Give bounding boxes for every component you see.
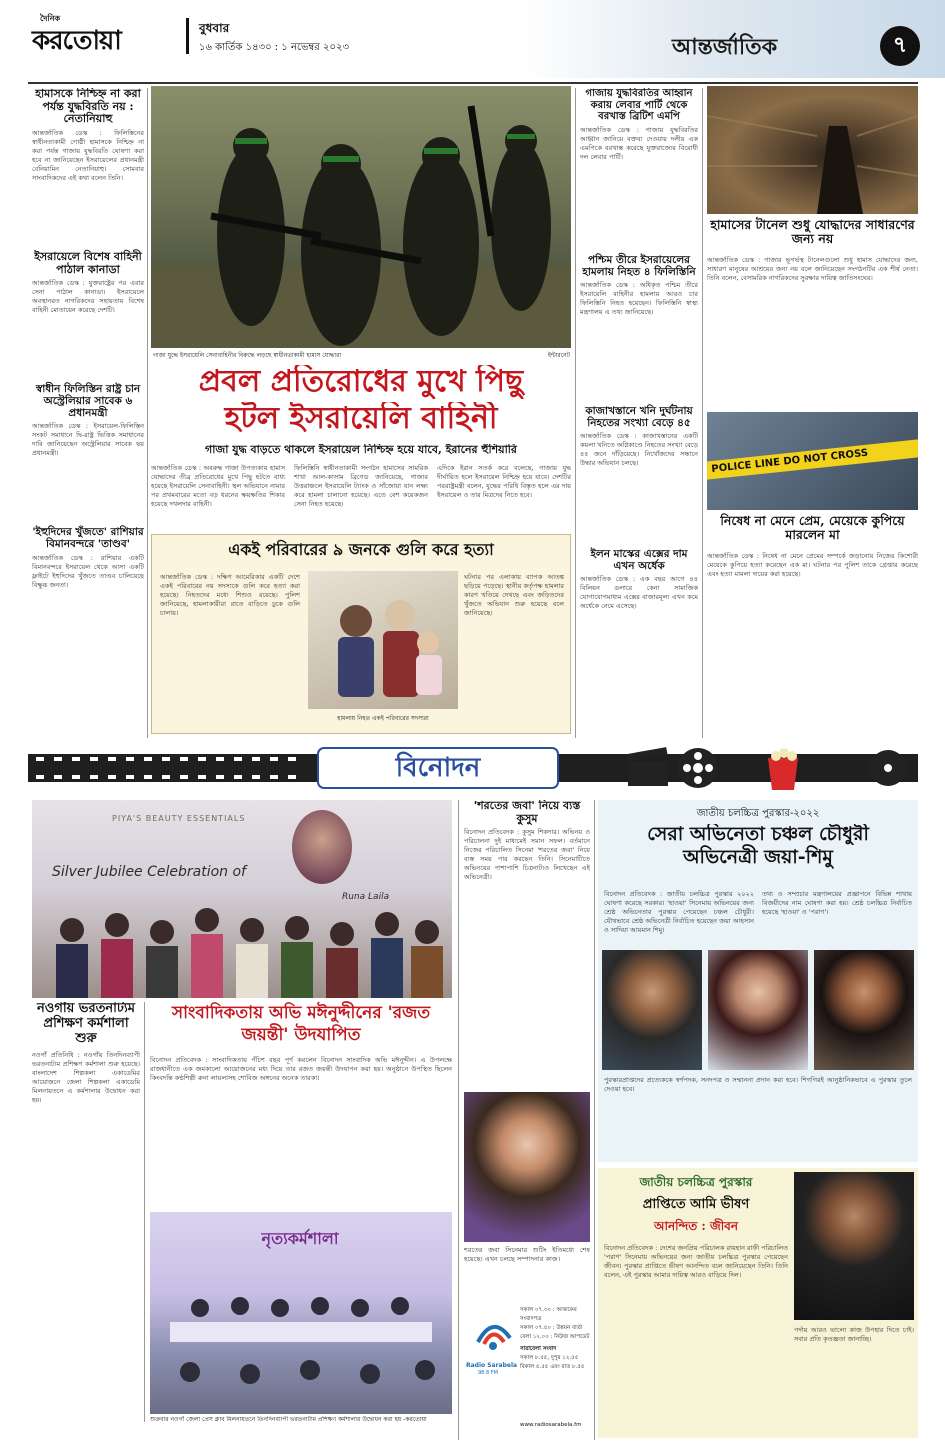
radio-url: www.radiosarabela.fm [520, 1422, 582, 1428]
police-tape-text: POLICE LINE DO NOT CROSS [710, 447, 869, 476]
event-banner-sub: Silver Jubilee Celebration of [52, 864, 246, 880]
tunnel-title: হামাসের টানেল শুধু যোদ্ধাদের সাধারণের জন্য নয় [710, 217, 915, 247]
left-article-2-title: ইসরায়েলে বিশেষ বাহিনী পাঠাল কানাডা [34, 249, 142, 276]
radio-sched-1: সকাল ০৭.৩০ : আজকের সংবাদপত্র [520, 1307, 577, 1322]
masthead-divider [186, 18, 189, 54]
left-column [32, 88, 144, 738]
jubilee-body: বিনোদন প্রতিবেদক : সাংবাদিকতায় পঁচিশ বছর পূর্ণ করলেন বিনোদন সাংবাদিক অভি মঈনুদ্দীন। এ উপলক্ষে রাজধানীতে এক জমকালো আয়োজনের মধ্য দিয়ে তার রজত জয়ন্তী উদযাপন করা হয়। অনুষ্ঠানে উপস্থিত ছিলেন কিংবদন্তি কণ্ঠশিল্পী রুনা লায়লাসহ শোবিজ অঙ্গনের অনেক তারকা। [150, 1056, 452, 1082]
clapperboard-icon [627, 747, 668, 786]
radio-sched-4: সারাবেলা সংবাদ [520, 1346, 557, 1352]
binodon-label: বিনোদন [395, 753, 481, 783]
lead-photo [151, 86, 571, 348]
left-article-3-body: আন্তর্জাতিক ডেস্ক : ইসরায়েল-ফিলিস্তিন সংকট সমাধানে দ্বি-রাষ্ট্র ভিত্তিক সমাধানের দাবি জানিয়েছেন অস্ট্রেলিয়ার সাবেক ছয় প্রধানমন্ত্রী। [32, 422, 144, 458]
family-illustration [308, 571, 458, 709]
radio-logo-icon [468, 1308, 518, 1358]
lead-body-col-2: ফিলিস্তিনি স্বাধীনতাকামী সংগঠন হামাসের সামরিক শাখা আল-কাসাম ব্রিগেড জানিয়েছে, গাজার উত্তরাঞ্চলে ইসরায়েলি ট্যাংক ও সাঁজোয়া যান লক্ষ্য করে হামলা চালানো হয়েছে। এতে বেশ কয়েকজন সেনা নিহত হয়েছে। [294, 464, 428, 508]
col-rule-2 [575, 88, 576, 738]
mid-article-4-title: ইলন মাস্কের এক্সের দাম এখন অর্ধেক [590, 547, 688, 572]
naogaon-title: নওগাঁয় ভরতনাট্যম প্রশিক্ষণ কর্মশালা শুরু [37, 1002, 135, 1046]
mid-article-4-body: আন্তর্জাতিক ডেস্ক : এক বছর আগে ৪৪ বিলিয়ন ডলারে কেনা সামাজিক যোগাযোগমাধ্যম এক্সের বাজারমূল্য এখন কমে অর্ধেকে নেমে এসেছে। [580, 574, 698, 610]
photo-shimu [814, 950, 914, 1070]
left-article-3-title: স্বাধীন ফিলিস্তিন রাষ্ট্র চান অস্ট্রেলিয়ার সাবেক ৬ প্রধানমন্ত্রী [35, 383, 141, 420]
crowd-illustration [32, 800, 452, 998]
masthead-day: বুধবার [199, 21, 230, 35]
radio-sched-2: সকাল ০৭.৫০ : উন্নয়ন বার্তা [520, 1325, 583, 1331]
mid-column [580, 88, 698, 738]
lead-headline-2: হটল ইসরায়েলি বাহিনী [224, 402, 498, 436]
left-article-2-body: আন্তর্জাতিক ডেস্ক : যুক্তরাষ্ট্রের পর এবার সেনা পাঠাল কানাডা। ইসরায়েলে অবস্থানরত নাগরিকদের সহায়তায় বিশেষ বাহিনী মোতায়েন করেছে দেশটি। [32, 279, 144, 315]
radio-sched-3: বেলা ১২.০০ : নিউজ আপডেট [520, 1334, 590, 1340]
mid-article-2-title: পশ্চিম তীরে ইসরায়েলের হামলায় নিহত ৪ ফিলিস্তিনি [582, 253, 696, 278]
award-kicker: জাতীয় চলচ্চিত্র পুরস্কার-২০২২ [696, 808, 820, 819]
event-portrait-name: Runa Laila [342, 892, 390, 902]
popcorn-icon [768, 748, 798, 790]
photo-chanchal [602, 950, 702, 1070]
family-body-2: ঘটনার পর এলাকায় ব্যাপক আতঙ্ক ছড়িয়ে পড়েছে। স্থানীয় কর্তৃপক্ষ হামলার কারণ খতিয়ে দেখছে এবং জড়িতদের খুঁজতে অভিযান শুরু হয়েছে বলে জানিয়েছে। [464, 573, 564, 617]
page-number: ৭ [880, 26, 920, 66]
naogaon-column [32, 1002, 140, 1422]
jubilee-title: সাংবাদিকতায় অভি মঈনুদ্দীনের 'রজত জয়ন্তী' উদযাপিত [171, 1003, 431, 1045]
radio-box [464, 1296, 590, 1436]
family-title: একই পরিবারের ৯ জনকে গুলি করে হত্যা [228, 540, 494, 559]
event-banner-text: PIYA'S BEAUTY ESSENTIALS [112, 814, 246, 823]
left-article-4-title: 'ইহুদিদের খুঁজতে' রাশিয়ার বিমানবন্দরে 'তাণ্ডব' [32, 526, 144, 551]
tunnel-body: আন্তর্জাতিক ডেস্ক : গাজার ভূগর্ভস্থ টানেলগুলো শুধু হামাস যোদ্ধাদের জন্য, সাধারণ মানুষের আশ্রয়ের জন্য নয় বলে জানিয়েছেন সংগঠনটির এক শীর্ষ নেতা। তিনি বলেন, বেসামরিক নাগরিকদের সুরক্ষার দায়িত্ব জাতিসংঘের। [707, 256, 918, 282]
kusum-body: বিনোদন প্রতিবেদক : কুসুম শিকদার। অভিনয় ও পরিচালনা দুই মাধ্যমেই সমান সফল। বর্তমানে নিজের পরিচালিত সিনেমা 'শরতের জবা' নিয়ে ব্যস্ত সময় পার করছেন তিনি। সিনেমাটিতে অভিনয়ের পাশাপাশি চিত্রনাট্যও লিখেছেন এই অভিনেত্রী। [464, 828, 590, 882]
kusum-column [464, 800, 590, 1440]
jibon-box [598, 1168, 918, 1438]
workshop-caption: শুক্রবার নওগাঁ জেলা প্রেস ক্লাব মিলনায়তনে তিনদিনব্যাপী ভরতনাট্যম প্রশিক্ষণ কর্মশালার উদ্বোধন করা হয় -করতোয়া [150, 1416, 427, 1423]
binodon-banner [28, 744, 918, 792]
radio-freq: 98.8 FM [478, 1370, 498, 1376]
workshop-illustration [150, 1212, 452, 1414]
radio-sched-6: বিকাল ৫.৫৫ এবং রাত ৮.৫৫ [520, 1364, 585, 1370]
masthead [0, 0, 945, 78]
award-title-2: অভিনেত্রী জয়া-শিমু [683, 846, 833, 869]
workshop-photo [150, 1212, 452, 1414]
mid-article-1-title: গাজায় যুদ্ধবিরতির আহ্বান করায় লেবার পার্টি থেকে বরখাস্ত ব্রিটিশ এমপি [585, 88, 693, 122]
kusum-photo [464, 1092, 590, 1242]
jibon-kicker-3: আনন্দিত : জীবন [653, 1219, 739, 1233]
radio-logo [468, 1308, 518, 1358]
kusum-body-2: শরতের জবা সিনেমার শুটিং ইতিমধ্যে শেষ হয়েছে। এখন চলছে সম্পাদনার কাজ। [464, 1246, 590, 1264]
photo-joya [708, 950, 808, 1070]
col-rule-3 [702, 88, 703, 738]
lead-subhead: গাজা যুদ্ধ বাড়তে থাকলে ইসরায়েল নিশ্চিহ্ন হয়ে যাবে, ইরানের হুঁশিয়ারি [205, 444, 517, 456]
section-title: আন্তর্জাতিক [672, 34, 778, 60]
family-box [151, 534, 571, 734]
lead-body-col-1: আন্তর্জাতিক ডেস্ক : অবরুদ্ধ গাজা উপত্যকায় হামাস যোদ্ধাদের তীব্র প্রতিরোধের মুখে পিছু হটতে বাধ্য হয়েছে ইসরায়েলি সেনাবাহিনী। স্থল অভিযানে নামার পর প্রথমবারের মতো বড় ধরনের ক্ষয়ক্ষতির শিকার হয়েছে দখলদার বাহিনী। [151, 464, 285, 508]
fighters-illustration [151, 86, 571, 348]
col-rule-6 [594, 800, 595, 1440]
award-title-1: সেরা অভিনেতা চঞ্চল চৌধুরী [647, 823, 869, 845]
police-tape [707, 438, 918, 481]
mid-article-1-body: আন্তর্জাতিক ডেস্ক : গাজায় যুদ্ধবিরতির আহ্বান জানিয়ে বক্তব্য দেওয়ায় দলীয় এক এমপিকে বরখাস্ত করেছে যুক্তরাজ্যের বিরোধী দল লেবার পার্টি। [580, 125, 698, 161]
lead-headline-1: প্রবল প্রতিরোধের মুখে পিছু [198, 365, 524, 399]
radio-name: Radio Sarabela [466, 1362, 518, 1369]
family-body-1: আন্তর্জাতিক ডেস্ক : দক্ষিণ আমেরিকার একটি দেশে একই পরিবারের নয় সদস্যকে গুলি করে হত্যা করা হয়েছে। নিহতদের মধ্যে শিশুও রয়েছে। পুলিশ জানিয়েছে, হামলাকারীরা রাতে বাড়িতে ঢুকে গুলি চালায়। [160, 573, 300, 617]
photo-jibon [794, 1172, 914, 1320]
tunnel-photo [707, 86, 918, 214]
lead-body-col-3: এদিকে ইরান সতর্ক করে বলেছে, গাজায় যুদ্ধ দীর্ঘায়িত হলে ইসরায়েল নিশ্চিহ্ন হয়ে যাবে। দেশটির পররাষ্ট্রমন্ত্রী বলেন, যুদ্ধের পরিধি বিস্তৃত হলে এর দায় ইসরায়েল ও তার মিত্রদের নিতে হবে। [437, 464, 571, 499]
jibon-kicker-1: জাতীয় চলচ্চিত্র পুরস্কার [639, 1175, 753, 1189]
masthead-small: দৈনিক [40, 14, 61, 23]
award-body-2: তথ্য ও সম্প্রচার মন্ত্রণালয়ের প্রজ্ঞাপনে বিভিন্ন শাখায় বিজয়ীদের নাম ঘোষণা করা হয়। শ্রেষ্ঠ চলচ্চিত্র নির্বাচিত হয়েছে 'হাওয়া' ও 'পরাণ'। [762, 890, 912, 916]
award-body-3: পুরস্কারপ্রাপ্তদের প্রত্যেককে স্বর্ণপদক, সনদপত্র ও সম্মাননা প্রদান করা হবে। শিগগিরই আনুষ্ঠানিকভাবে এ পুরস্কার তুলে দেওয়া হবে। [604, 1076, 912, 1093]
mid-article-3-body: আন্তর্জাতিক ডেস্ক : কাজাখস্তানের একটি কয়লা খনিতে অগ্নিকাণ্ডে নিহতের সংখ্যা বেড়ে ৪৫ জনে দাঁড়িয়েছে। নিখোঁজদের সন্ধানে উদ্ধার অভিযান চলছে। [580, 431, 698, 467]
family-photo-caption: হামলায় নিহত একই পরিবারের সদস্যরা [337, 715, 429, 722]
kusum-title: 'শরতের জবা' নিয়ে ব্যস্ত কুসুম [473, 800, 581, 825]
film-reel-2-icon [870, 750, 906, 786]
masthead-rule [28, 82, 918, 84]
police-photo [707, 412, 918, 510]
left-article-4-body: আন্তর্জাতিক ডেস্ক : রাশিয়ার একটি বিমানবন্দরে ইসরায়েল থেকে আসা একটি ফ্লাইটে ইহুদিদের খুঁজতে তাণ্ডব চালিয়েছে বিক্ষুব্ধ জনতা। [32, 553, 144, 589]
masthead-brand: করতোয়া [32, 26, 121, 56]
left-article-1-title: হামাসকে নিশ্চিহ্ন না করা পর্যন্ত যুদ্ধবিরতি নয় : নেতানিয়াহু [35, 88, 141, 126]
lead-photo-credit: ইন্টারনেট [547, 352, 570, 359]
family-photo [308, 571, 458, 709]
tunnel-illustration [707, 86, 918, 214]
award-body: বিনোদন প্রতিবেদক : জাতীয় চলচ্চিত্র পুরস্কার ২০২২ ঘোষণা করেছে সরকার। 'হাওয়া' সিনেমায় অভিনয়ের জন্য শ্রেষ্ঠ অভিনেতার পুরস্কার পেয়েছেন চঞ্চল চৌধুরী। যৌথভাবে শ্রেষ্ঠ অভিনেত্রী নির্বাচিত হয়েছেন জয়া আহসান ও সাদিয়া আয়মান শিমু। [604, 890, 754, 934]
naogaon-body: নওগাঁ প্রতিনিধি : নওগাঁয় তিনদিনব্যাপী ভরতনাট্যম প্রশিক্ষণ কর্মশালা শুরু হয়েছে। বাংলাদেশ শিল্পকলা একাডেমির আয়োজনে জেলা শিল্পকলা একাডেমি মিলনায়তনে এ কর্মশালার উদ্বোধন করা হয়। [32, 1050, 140, 1104]
masthead-date: ১৬ কার্তিক ১৪৩০ : ১ নভেম্বর ২০২৩ [199, 42, 349, 53]
mid-article-2-body: আন্তর্জাতিক ডেস্ক : অধিকৃত পশ্চিম তীরে ইসরায়েলি বাহিনীর হামলায় আরও চার ফিলিস্তিনি নিহত হয়েছেন। ফিলিস্তিনি স্বাস্থ্য মন্ত্রণালয় এ তথ্য জানিয়েছে। [580, 280, 698, 316]
col-rule-5 [458, 800, 459, 1440]
police-title: নিষেধ না মেনে প্রেম, মেয়েকে কুপিয়ে মারলেন মা [720, 513, 905, 543]
workshop-banner: নৃত্যকর্মশালা [261, 1229, 339, 1248]
col-rule-1 [147, 88, 148, 738]
radio-schedule [520, 1306, 590, 1372]
event-photo [32, 800, 452, 998]
jibon-kicker-2: প্রাপ্তিতে আমি ভীষণ [642, 1197, 750, 1212]
police-body: আন্তর্জাতিক ডেস্ক : নিষেধ না মেনে প্রেমের সম্পর্কে জড়ানোয় নিজের কিশোরী মেয়েকে কুপিয়ে হত্যা করেছেন এক মা। ঘটনার পর পুলিশ তাকে গ্রেপ্তার করেছে এবং হত্যা মামলা দায়ের করা হয়েছে। [707, 552, 918, 578]
radio-sched-5: সকাল ৮.৫৫, দুপুর ১২.৫৫ [520, 1355, 579, 1361]
award-box [598, 800, 918, 1162]
lead-photo-caption: গাজা যুদ্ধে ইসরায়েলি সেনাবাহিনীর বিরুদ্ধে লড়ছে স্বাধীনতাকামী হামাস যোদ্ধারা [153, 352, 342, 359]
film-reel-icon [678, 748, 718, 788]
jibon-body: বিনোদন প্রতিবেদক : দেশের জনপ্রিয় পরিচালক রায়হান রাফী পরিচালিত 'পরাণ' সিনেমায় অভিনয়ের জন্য জাতীয় চলচ্চিত্র পুরস্কার পেয়েছেন জীবন। পুরস্কার প্রাপ্তিতে ভীষণ আনন্দিত বলে জানিয়েছেন তিনি। তিনি বলেন, এই পুরস্কার আমার দায়িত্ব আরও বাড়িয়ে দিল। [604, 1244, 788, 1279]
mid-article-3-title: কাজাখস্তানে খনি দুর্ঘটনায় নিহতের সংখ্যা বেড়ে ৪৫ [585, 404, 693, 429]
col-rule-4 [144, 1002, 145, 1422]
left-article-1-body: আন্তর্জাতিক ডেস্ক : ফিলিস্তিনের স্বাধীনতাকামী গোষ্ঠী হামাসকে নিশ্চিহ্ন না করা পর্যন্ত গাজায় যুদ্ধবিরতি ঘোষণা করা হবে না জানিয়েছেন ইসরায়েলের প্রধানমন্ত্রী বেনিয়ামিন নেতানিয়াহু। সোমবার সাংবাদিকদের এই কথা বলেন তিনি। [32, 128, 144, 182]
jibon-body-2: পর্দায় আরও ভালো কাজ উপহার দিতে চাই। সবার প্রতি কৃতজ্ঞতা জানাচ্ছি। [794, 1326, 914, 1343]
